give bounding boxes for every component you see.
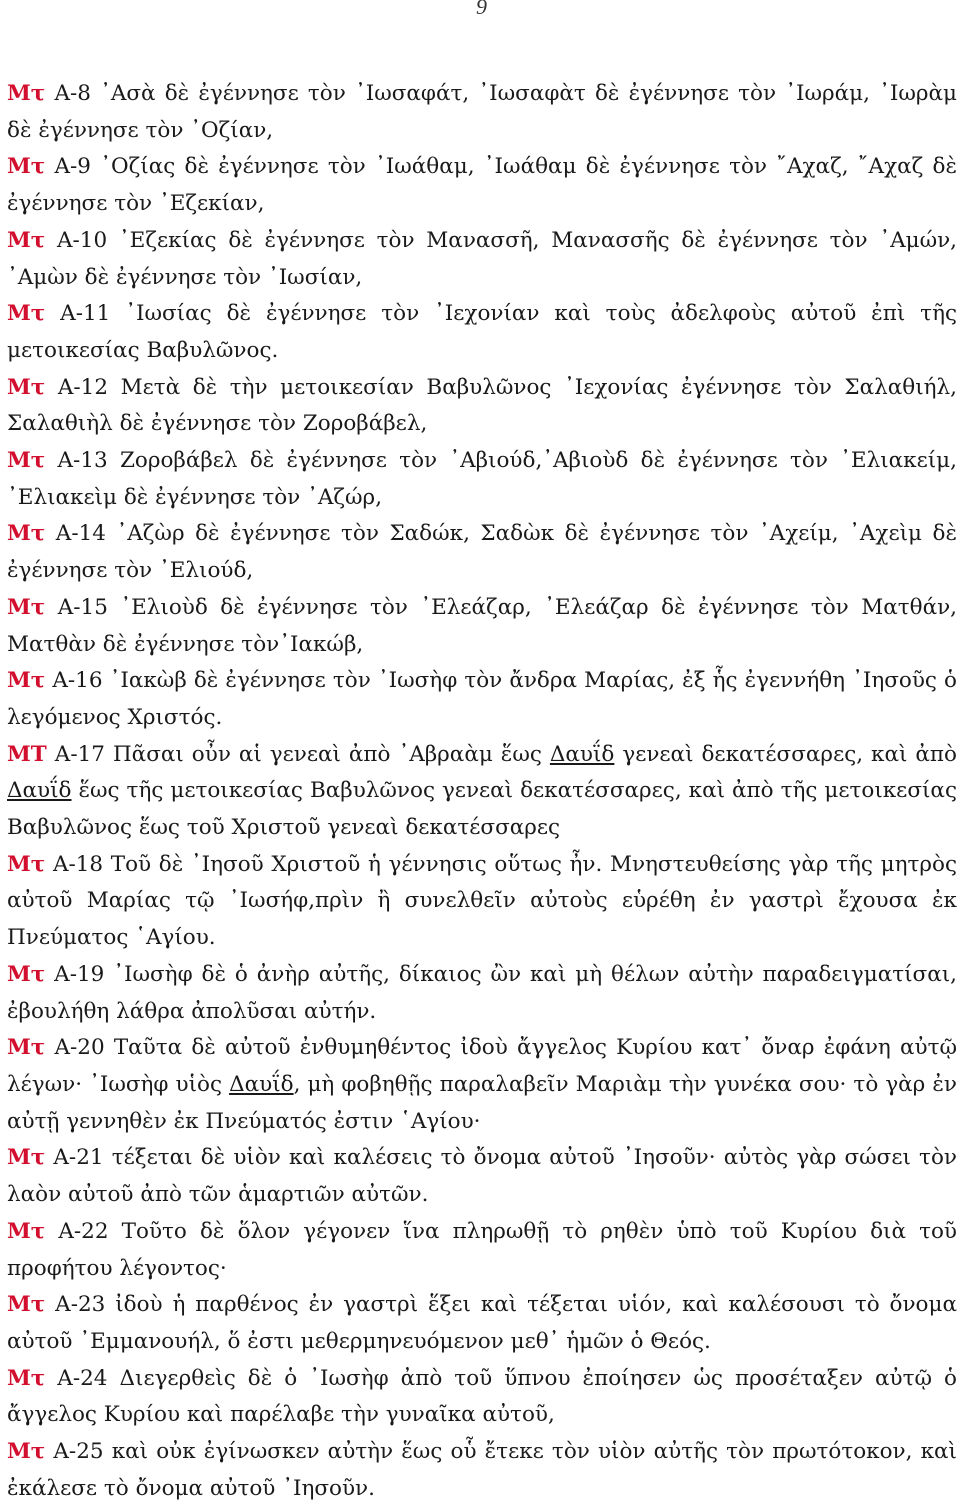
verse-text: γενεαὶ δεκατέσσαρες, καὶ ἀπὸ xyxy=(614,741,958,767)
book-abbreviation: Μτ xyxy=(7,1365,46,1391)
verse-a25 xyxy=(7,1434,957,1507)
book-abbreviation: Μτ xyxy=(7,594,46,620)
book-abbreviation: Μτ xyxy=(7,1218,46,1244)
verse-a16 xyxy=(7,663,957,736)
verse-number: Α-25 xyxy=(53,1439,104,1465)
verse-a15 xyxy=(7,590,957,663)
verse-text: , μὴ φοβηθῇς παραλαβεῖν Μαριὰμ τὴν γυνέκα σου· τὸ γὰρ ἐν αὐτῇ γεννηθὲν ἐκ Πνεύματός ἐστιν ῾Αγίου· xyxy=(7,1071,957,1134)
verse-list xyxy=(7,76,957,1507)
verse-number: Α-12 xyxy=(57,374,108,400)
verse-text: ᾿Ιωσὴφ δὲ ὁ ἀνὴρ αὐτῆς, δίκαιος ὢν καὶ μὴ θέλων αὐτὴν παραδειγματίσαι, ἐβουλήθη λάθρα ἀπολῦσαι αὐτήν. xyxy=(7,961,957,1024)
book-abbreviation: Μτ xyxy=(7,81,46,106)
verse-number: Α-19 xyxy=(54,961,105,987)
verse-text: Πᾶσαι οὖν αἱ γενεαὶ ἀπὸ ᾿Αβραὰμ ἕως xyxy=(112,741,550,767)
verse-number: Α-20 xyxy=(54,1035,105,1061)
book-abbreviation: Μτ xyxy=(7,154,46,180)
verse-text: Μετὰ δὲ τὴν μετοικεσίαν Βαβυλῶνος ᾿Ιεχονίας ἐγέννησε τὸν Σαλαθιήλ, Σαλαθιὴλ δὲ ἐγέννησε τὸν Ζοροβάβελ, xyxy=(7,374,957,437)
verse-a9 xyxy=(7,149,957,222)
verse-number: Α-24 xyxy=(57,1365,108,1391)
book-abbreviation: Μτ xyxy=(7,851,46,877)
verse-text: καὶ οὐκ ἐγίνωσκεν αὐτὴν ἕως οὗ ἔτεκε τὸν υἱὸν αὐτῆς τὸν πρωτότοκον, καὶ ἐκάλεσε τὸ ὄνομα αὐτοῦ ᾿Ιησοῦν. xyxy=(7,1439,957,1501)
book-abbreviation: Μτ xyxy=(7,1439,46,1465)
verse-text: ᾿Ιωσίας δὲ ἐγέννησε τὸν ᾿Ιεχονίαν καὶ τοὺς ἀδελφοὺς αὐτοῦ ἐπὶ τῆς μετοικεσίας Βαβυλῶνος. xyxy=(7,301,957,363)
book-abbreviation: Μτ xyxy=(7,1035,46,1061)
verse-a10 xyxy=(7,223,957,296)
verse-a11 xyxy=(7,296,957,369)
verse-number: Α-8 xyxy=(54,81,91,106)
verse-text: ᾿Οζίας δὲ ἐγέννησε τὸν ᾿Ιωάθαμ, ᾿Ιωάθαμ δὲ ἐγέννησε τὸν ῎Αχαζ, ῎Αχαζ δὲ ἐγέννησε τὸν ᾿Εζεκίαν, xyxy=(7,154,957,217)
verse-text: ᾿Αζὼρ δὲ ἐγέννησε τὸν Σαδώκ, Σαδὼκ δὲ ἐγέννησε τὸν ᾿Αχείμ, ᾿Αχεὶμ δὲ ἐγέννησε τὸν ᾿Ελιούδ, xyxy=(7,521,957,584)
book-abbreviation: Μτ xyxy=(7,448,46,474)
page-number: 9 xyxy=(476,0,487,19)
verse-number: Α-9 xyxy=(54,154,91,180)
verse-text: Τοῦτο δὲ ὅλον γέγονεν ἵνα πληρωθῇ τὸ ρηθὲν ὑπὸ τοῦ Κυρίου διὰ τοῦ προφήτου λέγοντος· xyxy=(7,1218,957,1281)
book-abbreviation: Μτ xyxy=(7,961,46,987)
underlined-name-link[interactable]: Δαυΐδ xyxy=(7,778,72,804)
verse-text: ᾿Ελιοὺδ δὲ ἐγέννησε τὸν ᾿Ελεάζαρ, ᾿Ελεάζαρ δὲ ἐγέννησε τὸν Ματθάν, Ματθὰν δὲ ἐγέννησε τὸν᾿Ιακώβ, xyxy=(7,594,957,657)
verse-a24 xyxy=(7,1361,957,1434)
verse-text: Διεγερθεὶς δὲ ὁ ᾿Ιωσὴφ ἀπὸ τοῦ ὕπνου ἐποίησεν ὡς προσέταξεν αὐτῷ ὁ ἄγγελος Κυρίου καὶ παρέλαβε τὴν γυναῖκα αὐτοῦ, xyxy=(7,1365,957,1428)
book-abbreviation: Μτ xyxy=(7,1145,46,1171)
verse-a20 xyxy=(7,1030,957,1140)
verse-text: Τοῦ δὲ ᾿Ιησοῦ Χριστοῦ ἡ γέννησις οὕτως ἦν. Μνηστευθείσης γὰρ τῆς μητρὸς αὐτοῦ Μαρίας τῷ ᾿Ιωσήφ,πρὶν ἢ συνελθεῖν αὐτοὺς εὑρέθη ἐν γαστρὶ ἔχουσα ἐκ Πνεύματος ῾Αγίου. xyxy=(7,851,957,951)
verse-number: Α-16 xyxy=(52,668,103,694)
verse-number: Α-15 xyxy=(57,594,108,620)
verse-a21 xyxy=(7,1140,957,1213)
book-abbreviation: Μτ xyxy=(7,374,46,400)
verse-a22 xyxy=(7,1214,957,1287)
book-abbreviation: Μτ xyxy=(7,668,46,694)
underlined-name-link[interactable]: Δαυΐδ xyxy=(549,741,615,767)
book-abbreviation: Μτ xyxy=(7,521,46,547)
verse-number: Α-23 xyxy=(55,1292,106,1318)
verse-number: Α-11 xyxy=(60,301,111,327)
verse-number: Α-14 xyxy=(55,521,106,547)
verse-a14 xyxy=(7,516,957,589)
verse-text: τέξεται δὲ υἱὸν καὶ καλέσεις τὸ ὄνομα αὐτοῦ ᾿Ιησοῦν· αὐτὸς γὰρ σώσει τὸν λαὸν αὐτοῦ ἀπὸ τῶν ἁμαρτιῶν αὐτῶν. xyxy=(7,1145,957,1208)
verse-text: ᾿Ιακὼβ δὲ ἐγέννησε τὸν ᾿Ιωσὴφ τὸν ἄνδρα Μαρίας, ἐξ ἧς ἐγεννήθη ᾿Ιησοῦς ὁ λεγόμενος Χριστός. xyxy=(7,668,957,730)
verse-text: Ζοροβάβελ δὲ ἐγέννησε τὸν ᾿Αβιούδ,᾿Αβιοὺδ δὲ ἐγέννησε τὸν ᾿Ελιακείμ, ᾿Ελιακεὶμ δὲ ἐγέννησε τὸν ᾿Αζώρ, xyxy=(7,448,957,510)
verse-a13 xyxy=(7,443,957,516)
verse-a12 xyxy=(7,370,957,443)
verse-a23 xyxy=(7,1287,957,1360)
verse-a17 xyxy=(7,737,957,847)
book-abbreviation: ΜΤ xyxy=(7,741,47,767)
verse-number: Α-22 xyxy=(58,1218,109,1244)
underlined-name-link[interactable]: Δαυΐδ xyxy=(229,1071,294,1097)
verse-number: Α-13 xyxy=(57,448,108,474)
verse-text: Ταῦτα δὲ αὐτοῦ ἐνθυμηθέντος ἰδοὺ ἄγγελος Κυρίου κατ᾿ ὄναρ ἐφάνη αὐτῷ λέγων· ᾿Ιωσὴφ υἱὸς xyxy=(7,1035,958,1097)
verse-text: ᾿Ασὰ δὲ ἐγέννησε τὸν ᾿Ιωσαφάτ, ᾿Ιωσαφὰτ δὲ ἐγέννησε τὸν ᾿Ιωράμ, ᾿Ιωρὰμ δὲ ἐγέννησε τὸν ᾿Οζίαν, xyxy=(7,81,958,143)
verse-number: Α-18 xyxy=(52,851,104,877)
verse-number: Α-21 xyxy=(53,1145,104,1171)
verse-text: ἕως τῆς μετοικεσίας Βαβυλῶνος γενεαὶ δεκατέσσαρες, καὶ ἀπὸ τῆς μετοικεσίας Βαβυλῶνος ἕως τοῦ Χριστοῦ γενεαὶ δεκατέσσαρες xyxy=(7,778,957,841)
verse-number: Α-10 xyxy=(57,227,108,253)
book-abbreviation: Μτ xyxy=(7,227,46,253)
verse-number: Α-17 xyxy=(54,741,105,767)
verse-text: ἰδοὺ ἡ παρθένος ἐν γαστρὶ ἕξει καὶ τέξεται υἱόν, καὶ καλέσουσι τὸ ὄνομα αὐτοῦ ᾿Εμμανουήλ, ὅ ἐστι μεθερμηνευόμενον μεθ᾿ ἡμῶν ὁ Θεός. xyxy=(7,1292,957,1354)
verse-text: ᾿Εζεκίας δὲ ἐγέννησε τὸν Μανασσῆ, Μανασσῆς δὲ ἐγέννησε τὸν ᾿Αμών, ᾿Αμὼν δὲ ἐγέννησε τὸν ᾿Ιωσίαν, xyxy=(7,227,957,290)
verse-a19 xyxy=(7,957,957,1030)
verse-a18 xyxy=(7,847,957,957)
verse-a8 xyxy=(7,76,957,149)
book-abbreviation: Μτ xyxy=(7,1292,46,1318)
book-abbreviation: Μτ xyxy=(7,301,46,327)
